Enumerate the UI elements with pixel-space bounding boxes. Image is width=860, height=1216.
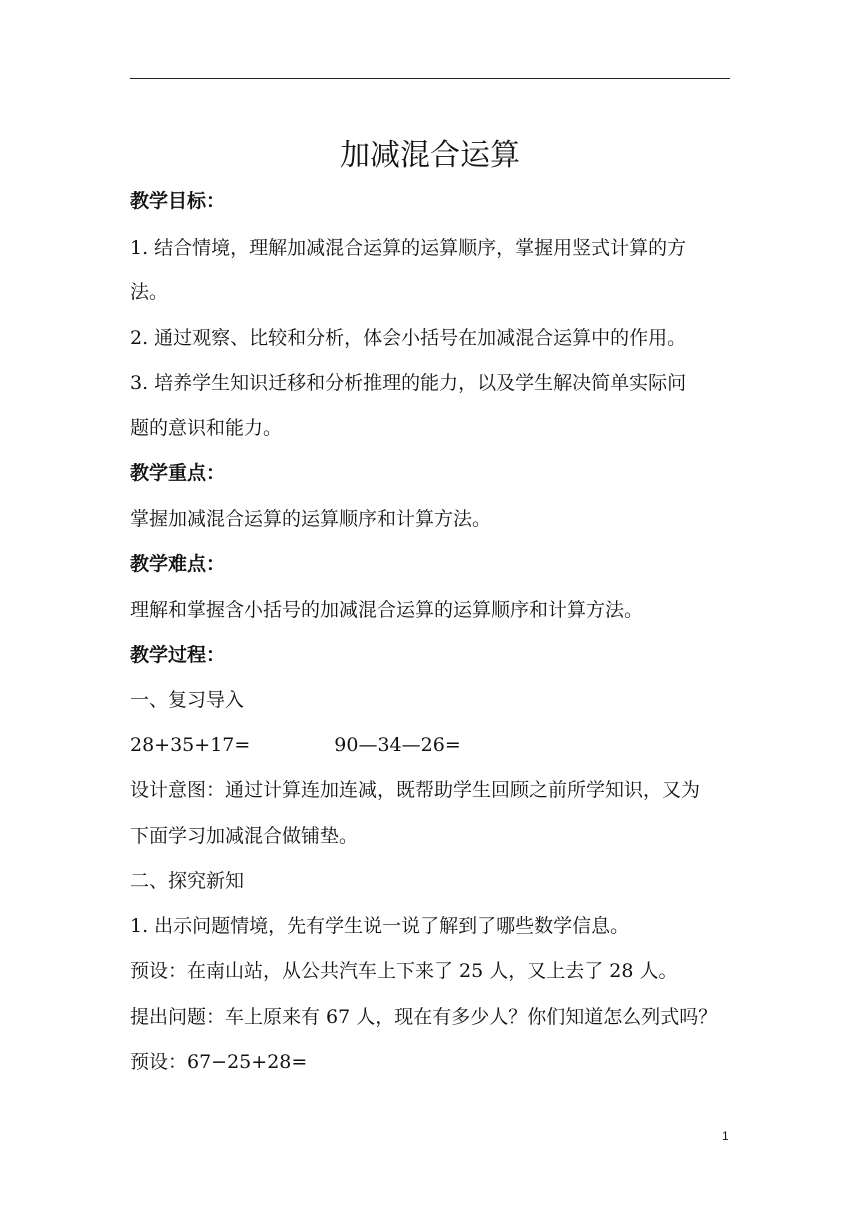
section-review: 一、复习导入 [130, 689, 245, 711]
design-intent-line-2: 下面学习加减混合做铺垫。 [130, 825, 359, 847]
header-rule [130, 78, 730, 79]
heading-process: 教学过程： [130, 644, 226, 666]
preset-2: 预设：67−25+28= [130, 1051, 308, 1073]
goal-3-line-2: 题的意识和能力。 [130, 417, 283, 439]
question-line: 提出问题：车上原来有 67 人，现在有多少人？你们知道怎么列式吗？ [130, 1006, 718, 1028]
key-points-text: 掌握加减混合运算的运算顺序和计算方法。 [130, 508, 492, 530]
review-expression-2: 90—34—26= [334, 734, 461, 756]
design-intent-line-1: 设计意图：通过计算连加连减，既帮助学生回顾之前所学知识，又为 [130, 779, 701, 801]
review-expressions [130, 731, 732, 759]
heading-teaching-goals: 教学目标： [130, 190, 226, 212]
goal-2: 2. 通过观察、比较和分析，体会小括号在加减混合运算中的作用。 [130, 327, 687, 349]
difficulties-text: 理解和掌握含小括号的加减混合运算的运算顺序和计算方法。 [130, 599, 644, 621]
goal-3-line-1: 3. 培养学生知识迁移和分析推理的能力，以及学生解决简单实际问 [130, 372, 687, 394]
goal-1-line-1: 1. 结合情境，理解加减混合运算的运算顺序，掌握用竖式计算的方 [130, 237, 687, 259]
heading-key-points: 教学重点： [130, 462, 226, 484]
heading-difficulties: 教学难点： [130, 553, 226, 575]
section-explore: 二、探究新知 [130, 870, 245, 892]
explore-step-1: 1. 出示问题情境，先有学生说一说了解到了哪些数学信息。 [130, 915, 630, 937]
review-expression-1: 28+35+17= [130, 734, 251, 756]
document-title: 加减混合运算 [340, 138, 520, 173]
page-number: 1 [722, 1129, 729, 1143]
goal-1-line-2: 法。 [130, 281, 169, 303]
preset-1: 预设：在南山站，从公共汽车上下来了 25 人，又上去了 28 人。 [130, 960, 678, 982]
